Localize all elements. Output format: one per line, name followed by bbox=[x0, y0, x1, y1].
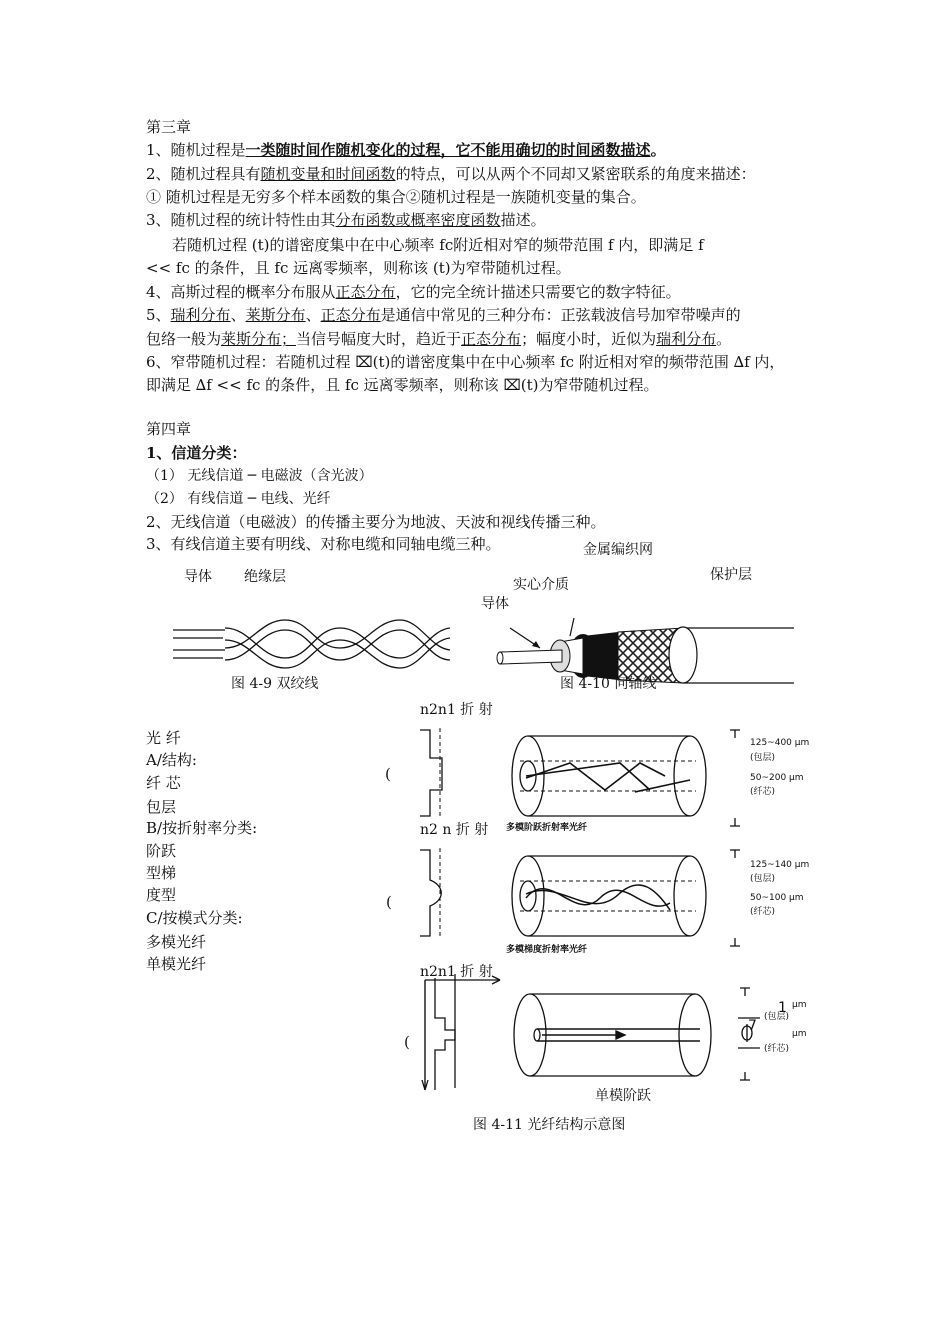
twisted-insulation-label: 绝缘层 bbox=[244, 569, 286, 585]
text: ；幅度小时，近似为 bbox=[521, 330, 657, 348]
ch3-item1-definition: 一类随时间作随机变化的过程，它不能用确切的时间函数描述 bbox=[245, 141, 651, 159]
fiber-singlemode-caption: 单模阶跃 bbox=[595, 1088, 651, 1104]
fiber-singlemode: 单模光纤 bbox=[146, 955, 207, 973]
coax-conductor-label: 导体 bbox=[481, 596, 509, 612]
chapter4-title: 第四章 bbox=[146, 420, 192, 438]
fiber-dim1-clad-size: 125~400 μm bbox=[750, 738, 810, 748]
fiber-panel1-label: n2n1 折 射 bbox=[420, 702, 493, 718]
fiber-fig-caption1: 多模阶跃折射率光纤 bbox=[506, 823, 588, 833]
fiber-graded1: 型梯 bbox=[146, 864, 177, 882]
optical-fiber-figure bbox=[400, 718, 820, 1098]
fiber-dim3-clad-mu: μm bbox=[792, 1000, 807, 1010]
fiber-dim3-core-size: 7 bbox=[748, 1018, 757, 1034]
ch3-item5 bbox=[146, 305, 741, 325]
coax-dielectric-label: 实心介质 bbox=[513, 577, 569, 593]
twisted-pair-caption: 图 4-9 双绞线 bbox=[231, 676, 319, 692]
ch4-wireless: （1） 无线信道 ─ 电磁波（含光波） bbox=[146, 468, 373, 484]
fiber-dim2-core-label: (纤芯) bbox=[750, 907, 776, 917]
fiber-title: 光 纤 bbox=[146, 729, 181, 747]
fiber-dim3-clad-size: 1 bbox=[778, 1000, 787, 1016]
ch3-item6-line2: 即满足 ∆f << fc 的条件，且 fc 远离零频率，则称该 ⌧(t)为窄带随机过程。 bbox=[146, 376, 659, 394]
fiber-panel2-label: n2 n 折 射 bbox=[420, 822, 489, 838]
ch3-item1-end: 。 bbox=[650, 141, 666, 159]
ch3-item2-detail: ① 随机过程是无穷多个样本函数的集合②随机过程是一族随机变量的集合。 bbox=[146, 188, 646, 206]
text: 包络一般为 bbox=[146, 330, 222, 348]
fiber-paren3: ( bbox=[404, 1033, 410, 1051]
fiber-core: 纤 芯 bbox=[146, 774, 181, 792]
fiber-dim2-core-size: 50~100 μm bbox=[750, 893, 804, 903]
ch3-item3 bbox=[146, 210, 546, 230]
ch4-item2: 2、无线信道（电磁波）的传播主要分为地波、天波和视线传播三种。 bbox=[146, 513, 606, 531]
text: 当信号幅度大时，趋近于 bbox=[296, 330, 462, 348]
fiber-dim1-core-size: 50~200 μm bbox=[750, 773, 804, 783]
ch4-item1: 1、信道分类： bbox=[146, 444, 247, 462]
coax-caption: 图 4-10 同轴线 bbox=[560, 676, 657, 692]
fiber-figure-caption: 图 4-11 光纤结构示意图 bbox=[473, 1117, 626, 1133]
ch3-item4 bbox=[146, 282, 681, 302]
fiber-paren1: ( bbox=[385, 765, 391, 783]
fiber-dim3-core-label: (纤芯) bbox=[764, 1044, 790, 1054]
ch3-item3-underlined: 分布函数或概率密度函数 bbox=[335, 211, 501, 229]
fiber-step: 阶跃 bbox=[146, 842, 177, 860]
normal-term: 正态分布 bbox=[320, 306, 381, 324]
ch3-item4-underlined: 正态分布 bbox=[335, 283, 396, 301]
rice-term: 莱斯分布； bbox=[221, 330, 297, 348]
ch3-item4-suffix: ，它的完全统计描述只需要它的数字特征。 bbox=[395, 283, 681, 301]
fiber-dim2-clad-size: 125~140 μm bbox=[750, 860, 810, 870]
rice-term: 莱斯分布 bbox=[245, 306, 306, 324]
fiber-cladding: 包层 bbox=[146, 798, 177, 816]
fiber-paren2: ( bbox=[386, 893, 392, 911]
ch3-item2-suffix: 的特点，可以从两个不同却又紧密联系的角度来描述： bbox=[395, 165, 756, 183]
twisted-pair-figure bbox=[165, 608, 455, 672]
ch3-narrowband-line2: << fc 的条件，且 fc 远离零频率，则称该 (t)为窄带随机过程。 bbox=[146, 259, 571, 277]
sep: 、 bbox=[305, 306, 321, 324]
ch3-item5-prefix: 5、 bbox=[146, 306, 171, 324]
ch3-item2-underlined: 随机变量和时间函数 bbox=[260, 165, 396, 183]
normal-term: 正态分布 bbox=[461, 330, 522, 348]
rayleigh-term: 瑞利分布 bbox=[656, 330, 717, 348]
rayleigh-term: 瑞利分布 bbox=[170, 306, 231, 324]
fiber-by-index: B/按折射率分类: bbox=[146, 819, 258, 837]
ch4-wired: （2） 有线信道 ─ 电线、光纤 bbox=[146, 491, 331, 507]
text: 。 bbox=[716, 330, 732, 348]
fiber-fig-caption2: 多模梯度折射率光纤 bbox=[506, 945, 588, 955]
ch3-item4-prefix: 4、高斯过程的概率分布服从 bbox=[146, 283, 336, 301]
ch3-item2-prefix: 2、随机过程具有 bbox=[146, 165, 261, 183]
ch3-item5-cont bbox=[146, 329, 731, 349]
fiber-multimode: 多模光纤 bbox=[146, 933, 207, 951]
chapter3-title: 第三章 bbox=[146, 118, 192, 136]
ch3-item2 bbox=[146, 164, 756, 184]
coax-mesh-label: 金属编织网 bbox=[583, 542, 653, 558]
fiber-structure: A/结构: bbox=[146, 751, 197, 769]
ch3-item3-suffix: 描述。 bbox=[500, 211, 546, 229]
ch4-item3: 3、有线信道主要有明线、对称电缆和同轴电缆三种。 bbox=[146, 535, 501, 553]
ch3-narrowband-line1: 若随机过程 (t)的谱密度集中在中心频率 fc附近相对窄的频带范围 f 内，即满足 f bbox=[172, 236, 704, 254]
coax-protect-label: 保护层 bbox=[710, 567, 752, 583]
fiber-by-mode: C/按模式分类: bbox=[146, 909, 243, 927]
fiber-dim1-core-label: (纤芯) bbox=[750, 787, 776, 797]
ch3-item1 bbox=[146, 140, 666, 160]
fiber-dim3-clad-label: (包层) bbox=[764, 1012, 790, 1022]
ch3-item1-prefix: 1、随机过程是 bbox=[146, 141, 246, 159]
ch3-item3-prefix: 3、随机过程的统计特性由其 bbox=[146, 211, 336, 229]
fiber-dim3-core-mu: μm bbox=[792, 1029, 807, 1039]
fiber-dim2-clad-label: (包层) bbox=[750, 874, 776, 884]
sep: 、 bbox=[230, 306, 246, 324]
fiber-panel3-label: n2n1 折 射 bbox=[420, 964, 493, 980]
ch3-item5-suffix: 是通信中常见的三种分布：正弦载波信号加窄带噪声的 bbox=[380, 306, 741, 324]
fiber-graded2: 度型 bbox=[146, 886, 177, 904]
ch3-item6-line1: 6、窄带随机过程：若随机过程 ⌧(t)的谱密度集中在中心频率 fc 附近相对窄的频带范围 ∆f 内， bbox=[146, 353, 785, 371]
fiber-dim1-clad-label: (包层) bbox=[750, 753, 776, 763]
twisted-conductor-label: 导体 bbox=[184, 569, 212, 585]
